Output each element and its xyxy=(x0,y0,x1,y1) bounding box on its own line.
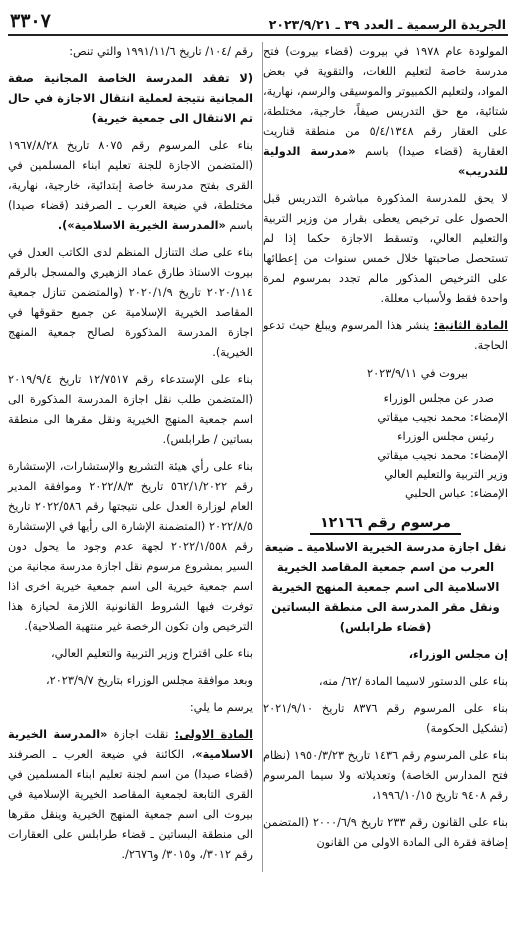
paragraph: بناء على رأي هيئة التشريع والإستشارات، الإستشارة رقم ٥٦٢/١/٢٠٢٢ تاريخ ٢٠٢٢/٨/٣ وموافقة المدير العام لوزارة العدل على نتيجتها رقم ٢٠٢٢/٥٨٦ تاريخ ٢٠٢٢/٨/٥ (المتضمنة الإشارة الى رأيها في الإستشارة رقم ٢٠٢٢/١/٥٥٨ لجهة عدم وجود ما يحول دون السير بمشروع مرسوم نقل اجازة مدرسة مجانية من اسم جمعية خيرية الى اسم جمعية خيرية اخرى اذا توفرت فيها الشروط القانونية اللازمة لحيازة هذا الترخيص وان تكون الرخصة غير منتهية الصلاحية). xyxy=(8,460,253,633)
left-column xyxy=(8,42,253,872)
paragraph: بناء على صك التنازل المنظم لدى الكاتب العدل في بيروت الاستاذ طارق عماد الزهيري والمسجل بالرقم ٢٠٢٠/١١٤ تاريخ ٢٠٢٠/١/٩ (والمتضمن تنازل جمعية المقاصد الخيرية الإسلامية عن جميع حقوقها في اجازة المدرسة المذكورة لصالح جمعية المنهج الخيرية). xyxy=(8,246,253,359)
paragraph: المادة الثانية: ينشر هذا المرسوم ويبلغ حيث تدعو الحاجة. xyxy=(263,319,508,352)
column-divider xyxy=(262,42,263,872)
page-header xyxy=(8,6,508,36)
gazette-title: الجريدة الرسمية ـ العدد ٣٩ ـ ٢٠٢٣/٩/٢١ xyxy=(268,17,506,32)
decree-title: مرسوم رقم ١٢١٦٦ xyxy=(263,515,508,531)
paragraph: رقم /١٠٤/ تاريخ ١٩٩١/١١/٦ والتي تنص: xyxy=(69,45,253,58)
paragraph: بناء على الدستور لاسيما المادة /٦٢/ منه، xyxy=(318,675,508,688)
paragraph: بناء على المرسوم رقم ٨٠٧٥ تاريخ ١٩٦٧/٨/٢٨ (المتضمن الاجازة للجنة تعليم ابناء المسلمين في القرى بفتح مدرسة خاصة إبتدائية، خارجية، نهارية، مختلطة، في ضيعة العرب ـ الصرفند (قضاء صيدا) باسم «المدرسة الخيرية الاسلامية»). xyxy=(8,139,253,232)
paragraph: وبعد موافقة مجلس الوزراء بتاريخ ٢٠٢٣/٩/٧، xyxy=(46,674,253,687)
paragraph: المولودة عام ١٩٧٨ في بيروت (قضاء بيروت) فتح مدرسة خاصة لتعليم اللغات، والتقوية في بعض المواد، ولتعليم الكمبيوتر والموسيقى والرسم، نهارية، شتائية، مع حق التدريس صيفاً، خارجية، مختلطة، على العقار رقم ٥/٤/١٣٤٨ من منطقة قناريت العقارية (قضاء صيدا) باسم «مدرسة الدولية للتدريب» xyxy=(263,45,508,178)
columns xyxy=(8,36,508,872)
signature-pm-title: رئيس مجلس الوزراء xyxy=(397,430,494,443)
signature-minister-title: وزير التربية والتعليم العالي xyxy=(384,468,508,481)
paragraph: بناء على المرسوم رقم ٨٣٧٦ تاريخ ٢٠٢١/٩/١٠ (تشكيل الحكومة) xyxy=(263,702,508,735)
signature-pm: الإمضاء: محمد نجيب ميقاتي xyxy=(377,411,508,424)
signature-issued: صدر عن مجلس الوزراء xyxy=(383,392,494,405)
council-line: إن مجلس الوزراء، xyxy=(408,648,508,661)
page-number: ٣٣٠٧ xyxy=(10,10,51,32)
decree-subject: نقل اجازة مدرسة الخيرية الاسلامية ـ ضيعة العرب من اسم جمعية المقاصد الخيرية الاسلامية الى اسم جمعية المنهج الخيرية ونقل مقر المدرسة الى منطقة البساتين (قضاء طرابلس) xyxy=(264,540,507,634)
paragraph: بناء على المرسوم رقم ١٤٣٦ تاريخ ١٩٥٠/٣/٢٣ (نظام فتح المدارس الخاصة) وتعديلاته ولا سيما المرسوم رقم ٩٤٠٨ تاريخ ١٩٩٦/١٠/١٥، xyxy=(263,749,508,802)
paragraph: بناء على اقتراح وزير التربية والتعليم العالي، xyxy=(50,647,253,660)
paragraph: لا يحق للمدرسة المذكورة مباشرة التدريس قبل الحصول على ترخيص يعطى بقرار من وزير التربية والتعليم العالي، وتسقط الاجازة حكما إذا لم تستحصل صاحبتها خلال خمس سنوات من إعطائها على الترخيص المذكور مالم تجدد بمرسوم لمرة واحدة فقط ولأسباب معللة. xyxy=(263,192,508,305)
paragraph: بناء على القانون رقم ٢٣٣ تاريخ ٢٠٠٠/٦/٩ (المتضمن إضافة فقرة الى المادة الاولى من القانون xyxy=(263,816,508,849)
paragraph: بناء على الإستدعاء رقم ١٢/٧٥١٧ تاريخ ٢٠١٩/٩/٤ (المتضمن طلب نقل اجازة المدرسة المذكورة الى اسم جمعية المنهج الخيرية ونقل مقرها الى منطقة بساتين / طرابلس). xyxy=(8,373,253,446)
signature-minister: الإمضاء: عباس الحلبي xyxy=(405,487,508,500)
paragraph: يرسم ما يلي: xyxy=(189,701,253,714)
quoted-text: (لا تفقد المدرسة الخاصة المجانية صفة المجانية نتيجة لعملية انتقال الاجازة في حال تم الانتقال الى جمعية خيرية) xyxy=(8,72,253,125)
signature-pm-2: الإمضاء: محمد نجيب ميقاتي xyxy=(377,449,508,462)
decree-date: بيروت في ٢٠٢٣/٩/١١ xyxy=(367,367,468,380)
paragraph: المادة الاولى: نقلت اجازة «المدرسة الخيرية الاسلامية»، الكائنة في ضيعة العرب ـ الصرفند (قضاء صيدا) من اسم لجنة تعليم ابناء المسلمين في القرى التابعة لجمعية المقاصد الخيرية الإسلامية في بيروت الى اسم جمعية المنهج الخيرية وينقل مقرها الى منطقة البساتين ـ قضاء طرابلس على العقارات رقم ٣٠١٢/، و٣٠١٥/ و٢٦٧٦/. xyxy=(8,728,254,861)
right-column xyxy=(263,42,508,872)
